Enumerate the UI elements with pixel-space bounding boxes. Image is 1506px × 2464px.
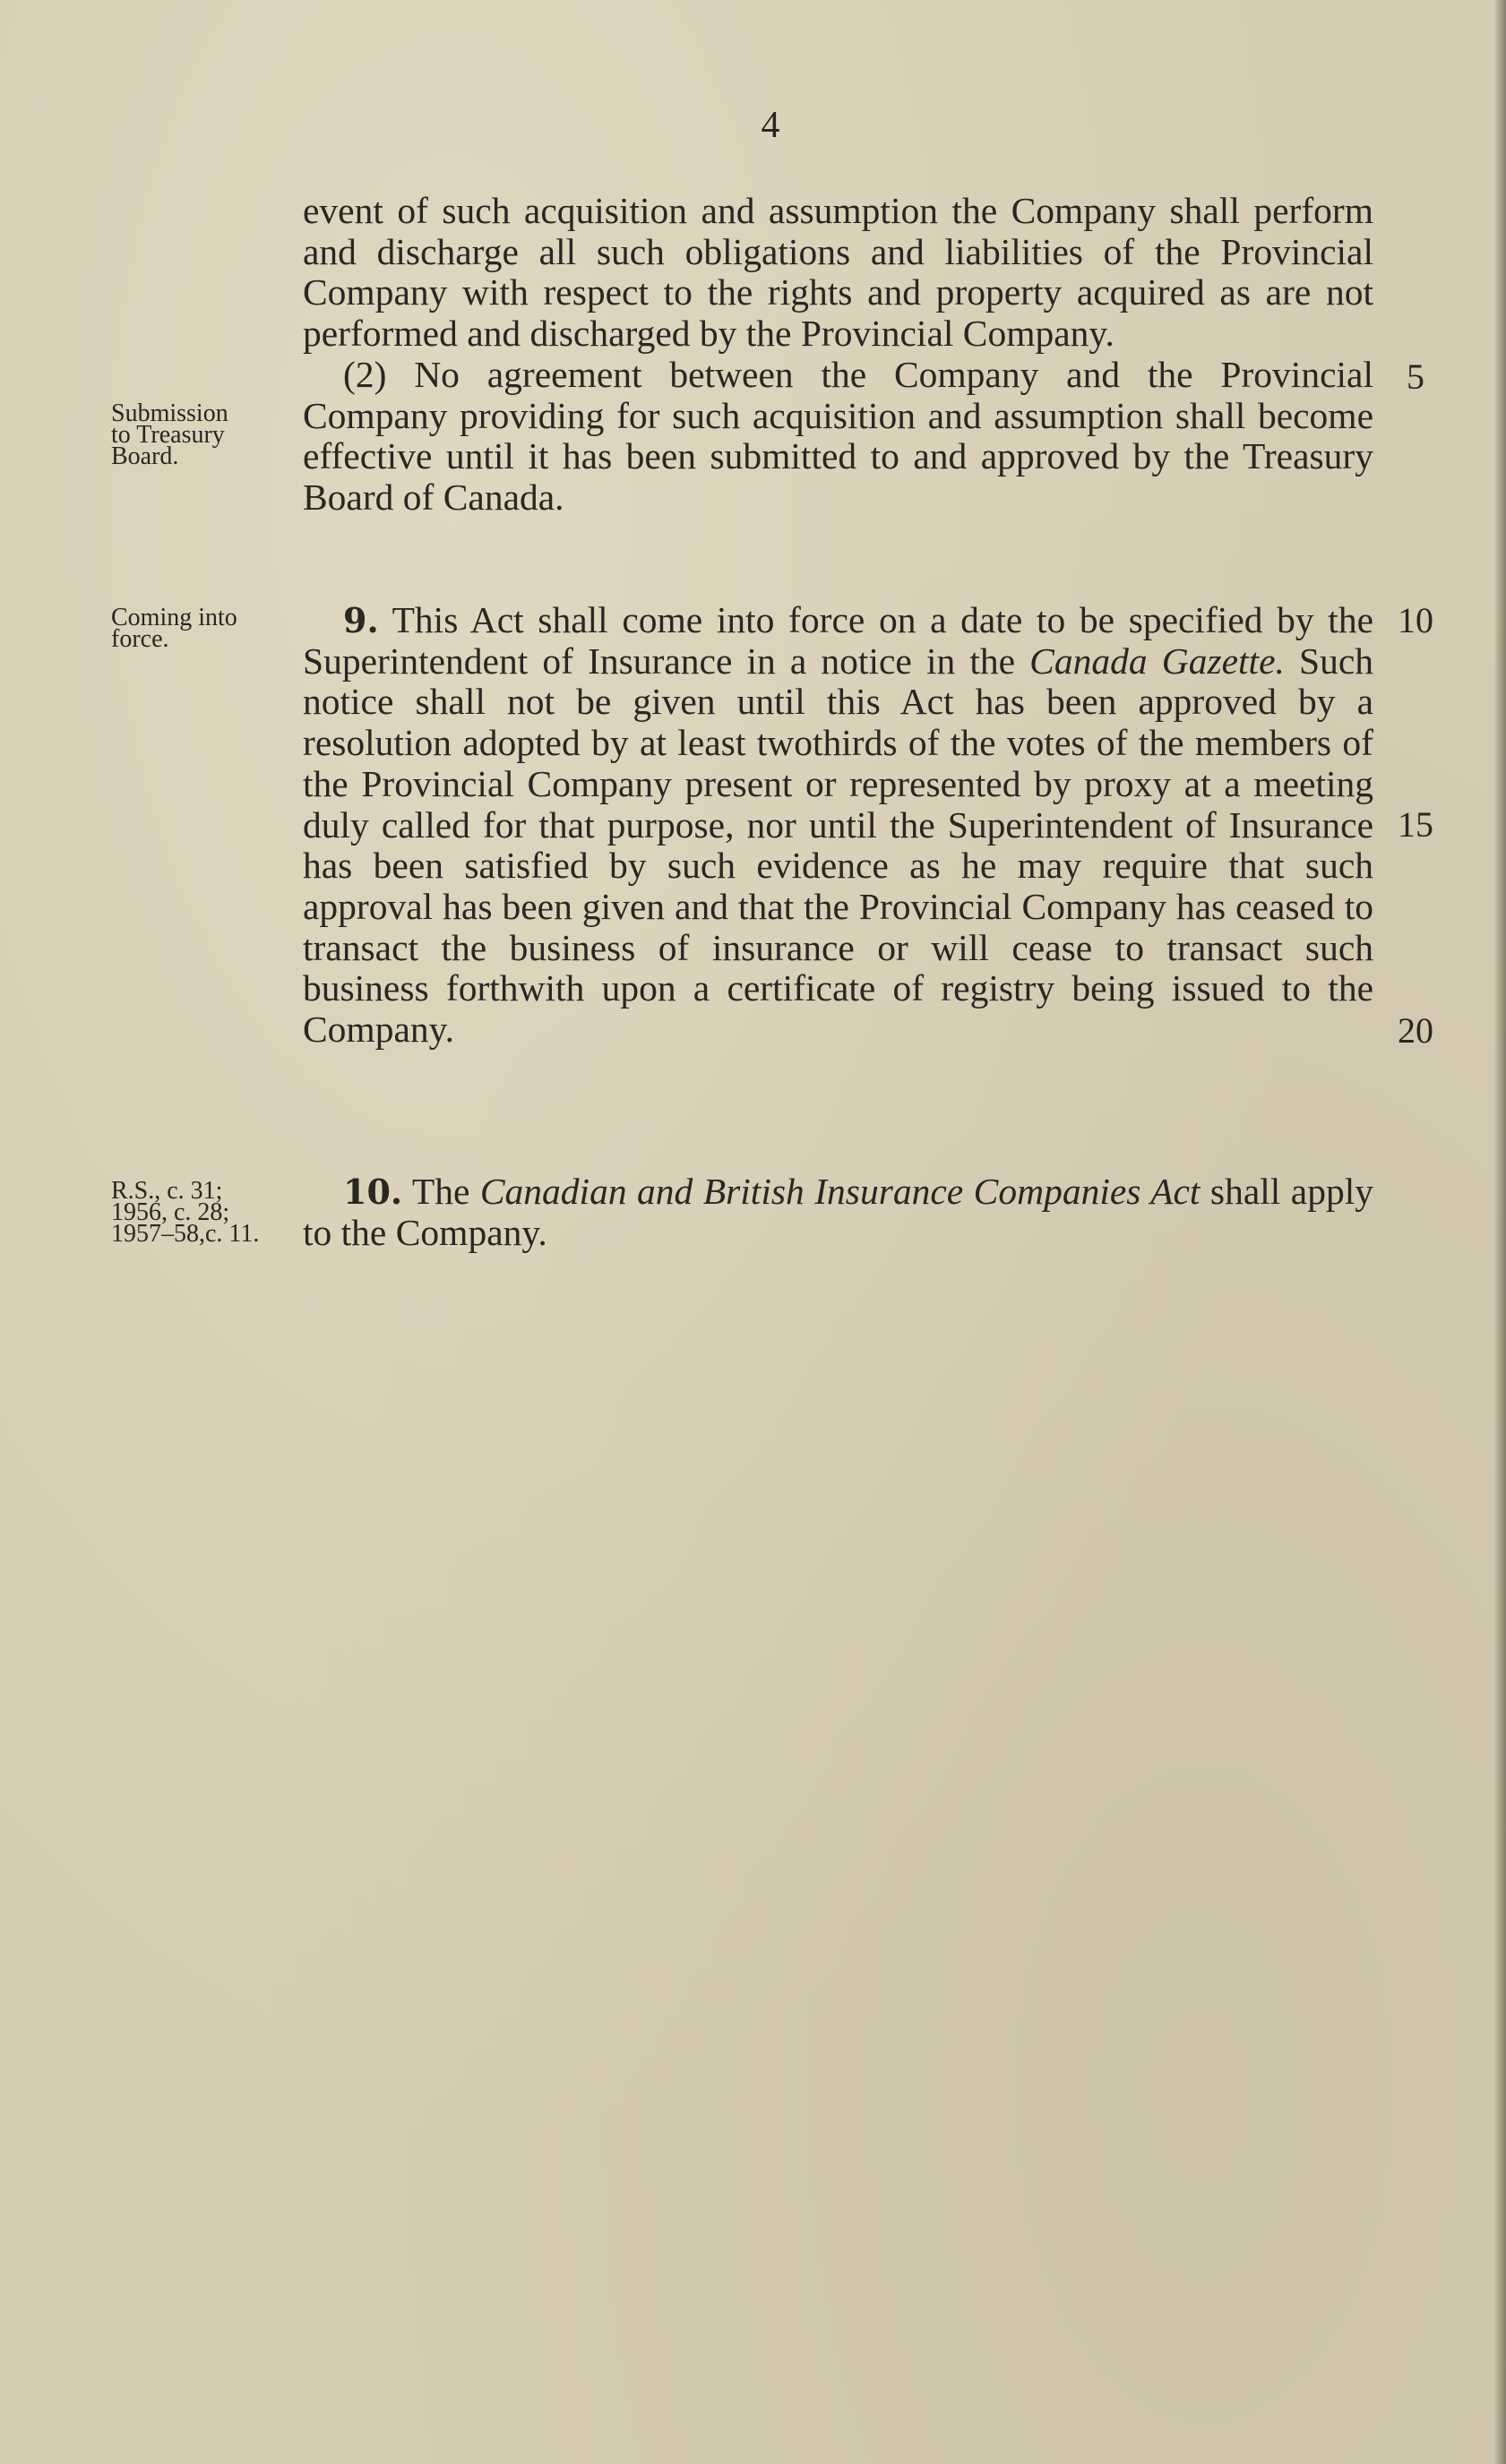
section-10-paragraph <box>303 1172 1373 1253</box>
margin-note-line: R.S., c. 31; <box>111 1177 223 1205</box>
page-edge-shadow <box>1493 0 1506 2464</box>
section-10-number: 10. <box>343 1172 403 1212</box>
section-9-italic: Canada Gazette. <box>1029 640 1285 682</box>
line-number-10: 10 <box>1398 600 1433 640</box>
margin-note-line: to Treasury <box>111 421 225 449</box>
margin-note-statutes <box>111 1177 317 1248</box>
page-number: 4 <box>761 105 780 146</box>
margin-note-line: Submission <box>111 399 228 427</box>
section-10-text-b: shall apply to the Company. <box>303 1171 1373 1253</box>
body-block-1 <box>303 191 1373 519</box>
line-number-15: 15 <box>1398 804 1433 845</box>
line-number-5: 5 <box>1407 356 1424 397</box>
body-block-2 <box>303 600 1373 1051</box>
section-9-text-b: Such notice shall not be given until this Act has been approved by a resolution adopted by at least twothirds of the votes of the members of the Provincial Company present or represented by proxy at a meeting duly called for that purpose, nor until the Superintendent of Insurance has been satisfied by such evidence as he may require that such approval has been given and that the Provincial Company has ceased to transact the business of insurance or will cease to transact such business forthwith upon a certificate of registry being issued to the Company. <box>303 640 1373 1051</box>
section-9-paragraph <box>303 600 1373 1051</box>
continuation-paragraph: event of such acquisition and assumption the Company shall perform and discharge all such obligations and liabilities of the Provincial Company with respect to the rights and property acquired as are not performed and discharged by the Provincial Company. <box>303 190 1373 355</box>
section-9-number: 9. <box>343 600 379 640</box>
section-10-text-a: The <box>402 1171 480 1212</box>
margin-note-line: 1956, c. 28; <box>111 1198 230 1226</box>
margin-note-line: Board. <box>111 442 179 470</box>
margin-note-coming-into-force <box>111 604 290 653</box>
body-block-3 <box>303 1172 1373 1253</box>
section-9-text-a: This Act shall come into force on a date to be specified by the Superintendent of Insurance in a notice in the <box>303 599 1373 682</box>
margin-note-line: 1957–58,c. 11. <box>111 1220 260 1248</box>
line-number-20: 20 <box>1398 1010 1433 1051</box>
section-10-italic: Canadian and British Insurance Companies Act <box>479 1171 1200 1212</box>
margin-note-submission <box>111 399 290 470</box>
subsection-2-paragraph: (2) No agreement between the Company and the Provincial Company providing for such acquisition and assumption shall become effective until it has been submitted to and approved by the Treasury Board of Canada. <box>303 353 1373 518</box>
margin-note-line: force. <box>111 625 169 653</box>
margin-note-line: Coming into <box>111 604 237 631</box>
